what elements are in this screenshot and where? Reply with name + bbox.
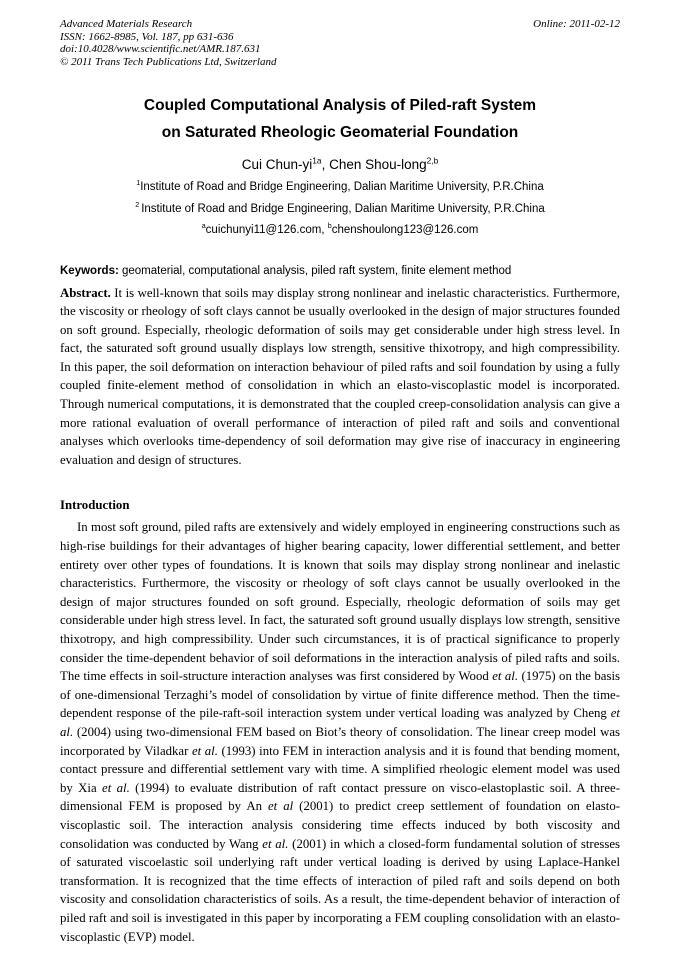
paper-title (60, 92, 620, 146)
issn-volume-line: ISSN: 1662-8985, Vol. 187, pp 631-636 (60, 30, 234, 43)
author-emails: $^a$cuichunyi11@126.com, $^b$chenshoulong123@126.com (201, 222, 479, 236)
paper-title-line2: on Saturated Rheologic Geomaterial Foundation (161, 124, 519, 141)
abstract-paragraph: Abstract. It is well-known that soils may display strong nonlinear and inelastic characteristics. Furthermore, the viscosity or rheology of soft clays cannot be usually overlooked in the design of major structures founded on soft ground. Especially, rheologic deformation of soils may get considerable under high stress level. In fact, the saturated soft ground usually displays low strength, sensitive thixotropy, and high compressibility. In this paper, the soil deformation on interaction behaviour of piled rafts and soil foundation by using a fully coupled finite-element method of consolidation in which an elasto-viscoplastic model is incorporated. Through numerical computations, it is demonstrated that the coupled creep-consolidation analysis can give a more rational evaluation of overall performance of interaction of piled raft and soils and conventional analyses which overlooks time-dependency of soil deformation may give rise of inaccuracy in engineering evaluation and design of structures. (60, 285, 620, 467)
introduction-paragraph: In most soft ground, piled rafts are extensively and widely employed in engineering constructions such as high-rise buildings for their advantages of higher bearing capacity, lower differential settlement, and better entirety over other types of foundations. It is known that soils may display strong nonlinear and inelastic characteristics. Furthermore, the viscosity or rheology of soft clays cannot be usually overlooked in the design of major structures founded on soft ground. Especially, rheologic deformation of soils may get considerable under high stress level. In fact, the saturated soft ground usually displays low strength, sensitive thixotropy, and high compressibility. Under such circumstances, it is of practical significance to properly consider the time-dependent behavior of soil deformations in the interaction analysis of piled rafts and soils. The time effects in soil-structure interaction analyses was first considered by Wood et al. (1975) on the basis of one-dimensional Terzaghi’s model of consolidation by virtue of finite difference method. Then the time-dependent response of the pile-raft-soil interaction system under vertical loading was analyzed by Cheng et al. (2004) using two-dimensional FEM based on Biot’s theory of consolidation. The linear creep model was incorporated by Viladkar et al. (1993) into FEM in interaction analysis and it is found that bending moment, contact pressure and differential settlement vary with time. A simplified rheologic element model was used by Xia et al. (1994) to evaluate distribution of raft contact pressure on visco-elastoplastic soil. A three-dimensional FEM is proposed by An et al (2001) to predict creep settlement of foundation on elasto-viscoplastic soil. The interaction analysis considering time effects induced by both viscosity and consolidation was conducted by Wang et al. (2001) in which a closed-form fundamental solution of stresses of saturated viscoelastic soil underlying raft under vertical loading is derived by using Laplace-Hankel transformation. It is recognized that the time effects of interaction of piled raft and soils depend on both viscosity and consolidation characteristics of soils. As a result, the time-dependent behavior of interaction of piled raft and soil is investigated in this paper by incorporating a FEM coupling consolidation with an elasto-viscoplastic (EVP) model. (60, 520, 621, 944)
copyright-line: © 2011 Trans Tech Publications Ltd, Switzerland (60, 55, 277, 68)
keywords-line: Keywords: geomaterial, computational analysis, piled raft system, finite element method (60, 264, 512, 277)
journal-name: Advanced Materials Research (60, 18, 193, 30)
authors-line: Cui Chun-$yi^{1a}$, Chen Shou-long$^{2,b}$ (241, 155, 439, 172)
affiliations-block (60, 177, 620, 242)
doi-line: doi:10.4028/www.scientific.net/AMR.187.631 (60, 43, 261, 55)
affiliation-2: $^2$ Institute of Road and Bridge Engineering, Dalian Maritime University, P.R.China (135, 200, 545, 215)
introduction-heading: Introduction (60, 498, 130, 513)
journal-info-block (60, 18, 276, 68)
affiliation-1: $^1$Institute of Road and Bridge Engineering, Dalian Maritime University, P.R.China (136, 179, 544, 193)
paper-title-line1: Coupled Computational Analysis of Piled-raft System (143, 97, 537, 114)
page-header (60, 18, 620, 68)
online-date: Online: 2011-02-12 (533, 18, 620, 30)
